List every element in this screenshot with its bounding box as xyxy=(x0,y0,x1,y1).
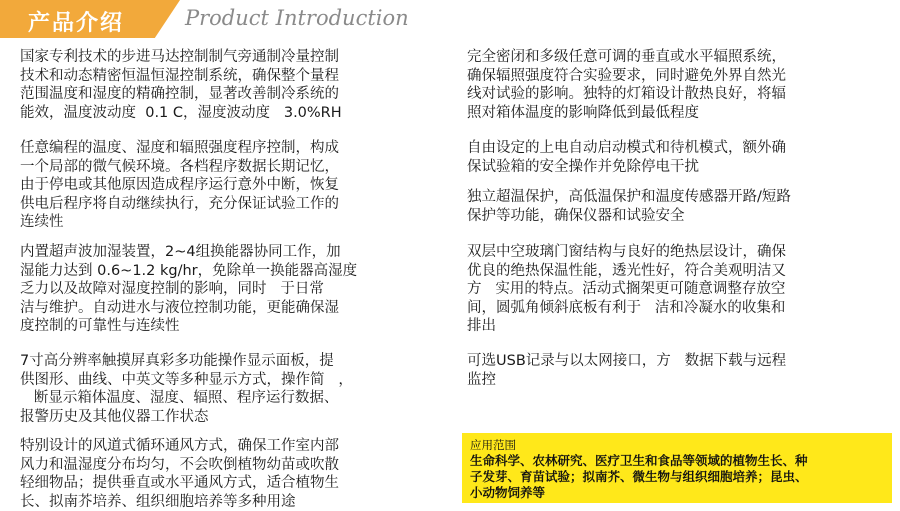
feature-paragraph-usb: 可选USB记录与以太网接口，方 数据下载与远程 监控 xyxy=(467,353,787,388)
feature-paragraph-programming: 任意编程的温度、湿度和辐照强度程序控制，构成 一个局部的微气候环境。各档程序数据长期记忆， 由于停电或其他原因造成程序运行意外中断，恢复 供电后程序将自动继续执行，充分保证试验工作的 连续性 xyxy=(20,140,339,230)
section-subtitle: Product Introduction xyxy=(185,6,409,30)
feature-paragraph-protection: 独立超温保护，高低温保护和温度传感器开路/短路 保护等功能，确保仪器和试验安全 xyxy=(467,189,791,224)
feature-paragraph-touchscreen: 7寸高分辨率触摸屏真彩多功能操作显示面板，提 供图形、曲线、中英文等多种显示方式，操作简 ， 断显示箱体温度、湿度、辐照、程序运行数据、 报警历史及其他仪器工作状态 xyxy=(20,353,353,425)
feature-paragraph-autostart: 自由设定的上电自动启动模式和待机模式，额外确 保试验箱的安全操作并免除停电干扰 xyxy=(467,140,786,175)
section-title: 产品介绍 xyxy=(28,11,125,36)
feature-paragraph-airflow: 特别设计的风道式循环通风方式，确保工作室内部 风力和温湿度分布均匀，不会吹倒植物幼苗或吹散 轻细物品；提供垂直或水平通风方式，适合植物生 长、拟南芥培养、组织细胞培养等多种用途 xyxy=(20,438,339,510)
feature-paragraph-glass-door: 双层中空玻璃门窗结构与良好的绝热层设计，确保 优良的绝热保温性能，透光性好，符合美观明洁又 方 实用的特点。活动式搁架更可随意调整存放空 间，圆弧角倾斜底板有利于 洁和冷凝水的收集和 排出 xyxy=(467,244,786,334)
application-scope-box xyxy=(462,433,892,503)
feature-paragraph-humidifier: 内置超声波加湿装置，2~4组换能器协同工作，加 湿能力达到 0.6~1.2 kg/hr，免除单一换能器高湿度 乏力以及故障对湿度控制的影响，同时 于日常 洁与维护。自动进水与液位控制功能，更能确保湿 度控制的可靠性与连续性 xyxy=(20,244,358,334)
section-header xyxy=(0,0,900,38)
application-scope-title: 应用范围 xyxy=(470,438,516,452)
feature-paragraph-irradiation: 完全密闭和多级任意可调的垂直或水平辐照系统， 确保辐照强度符合实验要求，同时避免外界自然光 线对试验的影响。独特的灯箱设计散热良好，将辐 照对箱体温度的影响降低到最低程度 xyxy=(467,49,786,121)
application-scope-body: 生命科学、农林研究、医疗卫生和食品等领域的植物生长、种 子发芽、育苗试验；拟南芥、微生物与组织细胞培养；昆虫、 小动物饲养等 xyxy=(470,453,808,500)
feature-paragraph-control: 国家专利技术的步进马达控制制气旁通制冷量控制 技术和动态精密恒温恒湿控制系统，确保整个量程 范围温度和湿度的精确控制，显著改善制冷系统的 能效，温度波动度 0.1 C，湿度波动度 3.0%RH xyxy=(20,49,342,121)
